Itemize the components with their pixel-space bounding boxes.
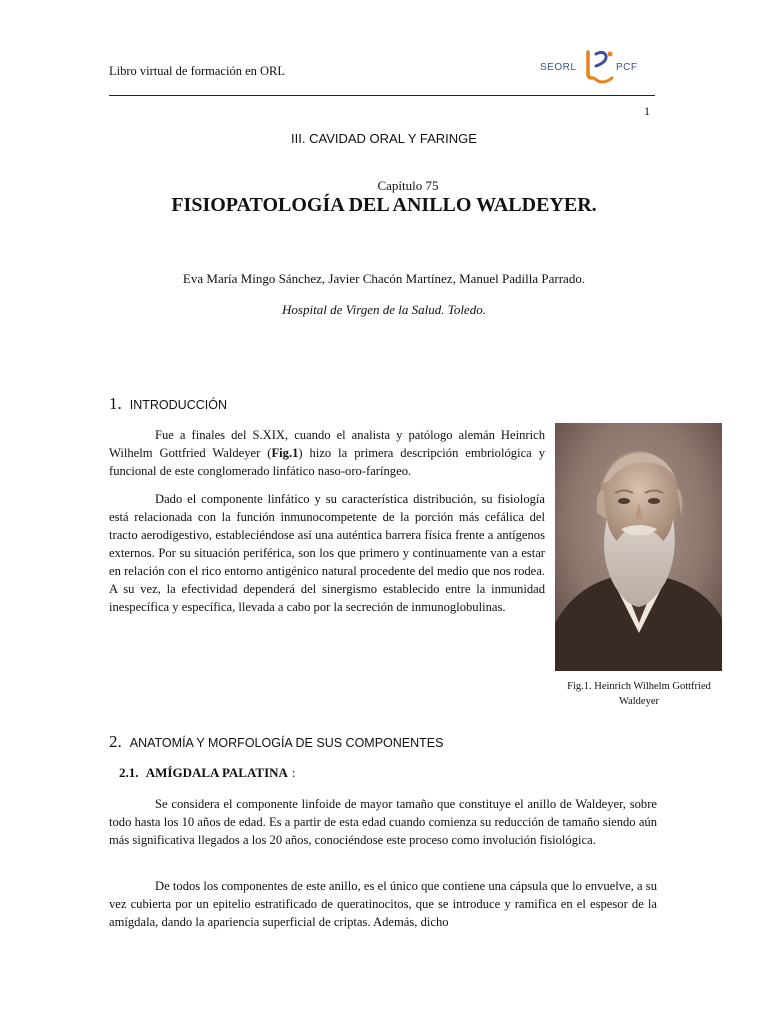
section-2-number: 2. [109,732,122,751]
logo-text-right: PCF [616,62,638,73]
section-2-heading [109,732,443,752]
paragraph-intro-2 [109,490,545,616]
paragraph-amigdala-1-text: Se considera el componente linfoide de mayor tamaño que constituye el anillo de Waldeyer, sobre todo hasta los 10 años de edad. Es a partir de esta edad cuando comienza su reducción de tamaño siendo aún más significativa llegados a los 20 años, conociéndose este proceso como involución fisiológica. [109,797,657,847]
figure-caption: Fig.1. Heinrich Wilhelm Gottfried Waldeyer [567,681,711,707]
subsection-heading [119,765,296,781]
section-2-title: ANATOMÍA Y MORFOLOGÍA DE SUS COMPONENTES [129,736,444,750]
paragraph-intro-1 [109,426,545,480]
seorl-pcf-logo [540,48,640,88]
subsection-colon: : [291,765,296,780]
logo-text-left: SEORL [540,62,577,73]
logo-mark-icon [582,48,616,88]
paragraph-intro-1-text-a: Fue a finales del S.XIX, cuando el analista y patólogo alemán Heinrich Wilhelm Gottfried Waldeyer ( [109,428,545,460]
paragraph-amigdala-2-text: De todos los componentes de este anillo, es el único que contiene una cápsula que lo envuelve, a su vez cubierta por un epitelio estratificado de queratinocitos, que se introduce y ramifica en el espesor de la amígdala, dando la apariencia superficial de criptas. Además, dicho [109,879,657,929]
section-1-title: INTRODUCCIÓN [129,398,227,412]
running-header: Libro virtual de formación en ORL [109,64,285,78]
paragraph-amigdala-2 [109,877,657,931]
page-title: FISIOPATOLOGÍA DEL ANILLO WALDEYER. [171,194,597,216]
waldeyer-portrait-photo [555,423,722,671]
paragraph-amigdala-1 [109,795,657,849]
header-rule [109,95,655,96]
subsection-number: 2.1. [119,765,139,780]
chapter-label: Capítulo 75 [377,178,439,193]
authors: Eva María Mingo Sánchez, Javier Chacón Martínez, Manuel Padilla Parrado. [182,271,586,286]
figure-reference: Fig.1 [271,446,299,460]
section-heading: III. CAVIDAD ORAL Y FARINGE [291,131,477,146]
section-1-heading [109,394,227,414]
page-number: 1 [644,104,650,118]
paragraph-intro-1-text-b: ) hizo la primera descripción embriológica y funcional de este conglomerado linfático naso-oro-faríngeo. [109,446,545,478]
section-1-number: 1. [109,394,122,413]
affiliation: Hospital de Virgen de la Salud. Toledo. [282,302,486,317]
paragraph-intro-2-text: Dado el componente linfático y su característica distribución, su fisiología está relacionada con la función inmunocompetente de la porción más cefálica del tracto aerodigestivo, estableciéndose así una auténtica barrera física frente a antígenos externos. Por su situación periférica, son los que primero y continuamente van a estar en relación con el rico entorno antigénico natural procedente del medio que nos rodea. A su vez, la efectividad dependerá del sinergismo establecido entre la inmunidad inespecífica y específica, llevada a cabo por la secreción de inmunoglobulinas. [109,492,545,614]
subsection-title: AMÍGDALA PALATINA [145,765,288,780]
